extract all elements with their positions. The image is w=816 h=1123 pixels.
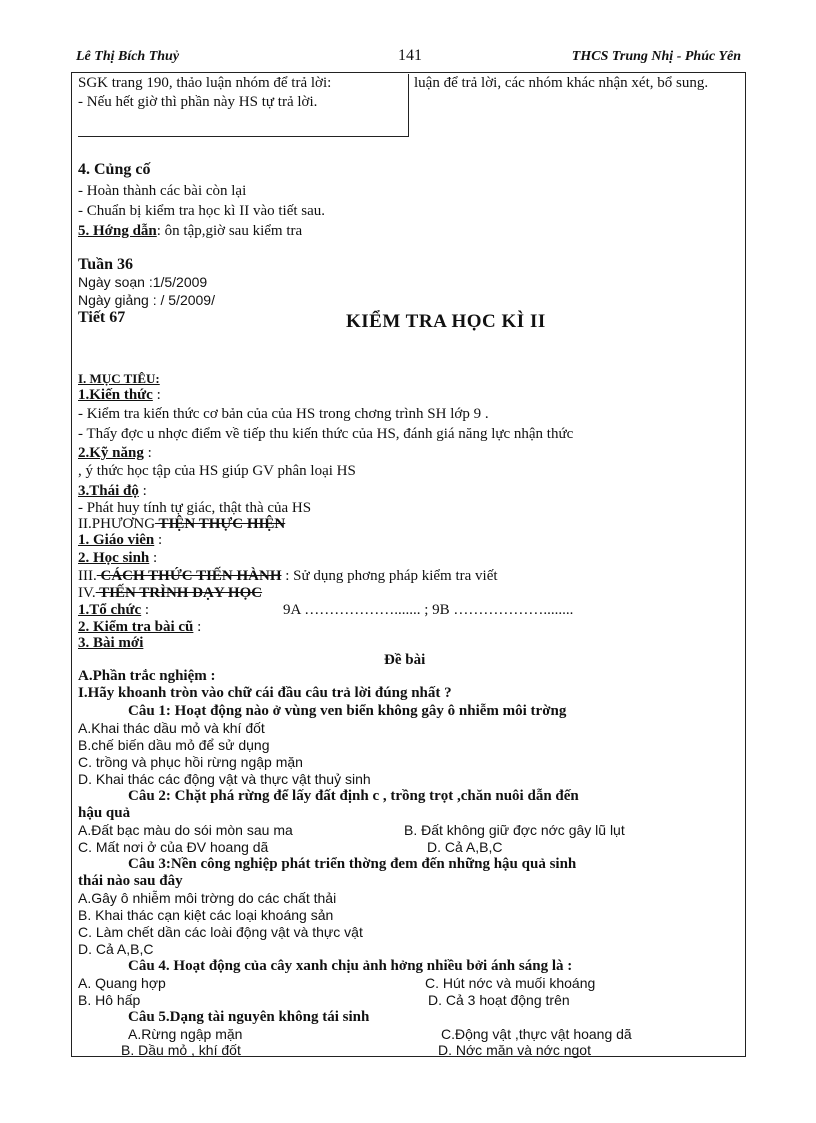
page-title: KIỂM TRA HỌC KÌ II (346, 311, 546, 332)
question-2-cont: hậu quả (78, 805, 131, 821)
knowledge-line: 1.Kiến thức : (78, 387, 161, 403)
question-4: Câu 4. Hoạt động của cây xanh chịu ảnh hởng nhiều bởi ánh sáng là : (128, 958, 573, 974)
student-line: 2. Học sinh : (78, 550, 158, 566)
method-text: : Sử dụng phơng pháp kiểm tra viết (281, 568, 498, 584)
activity-table (78, 74, 744, 138)
q5-option: C.Động vật ,thực vật hoang dã (441, 1026, 632, 1042)
knowledge-item: - Thấy đợc u nhợc điểm về tiếp thu kiến thức của HS, đánh giá năng lực nhận thức (78, 426, 574, 442)
teacher-label: 1. Giáo viên (78, 532, 155, 548)
guide-text: : ôn tập,giờ sau kiểm tra (156, 223, 303, 239)
q1-option: C. trồng và phục hồi rừng ngập mặn (78, 754, 303, 770)
means-title: TIỆN THỰC HIỆN (155, 516, 286, 532)
q2-option: C. Mất nơi ở của ĐV hoang dã (78, 839, 269, 855)
method-prefix: III. (78, 568, 97, 584)
q2-option: B. Đất không giữ đợc nớc gây lũ lụt (404, 822, 625, 838)
method-line (78, 567, 498, 585)
question-1: Câu 1: Hoạt động nào ở vùng ven biển không gây ô nhiễm môi trờng (128, 703, 567, 719)
q4-option: B. Hô hấp (78, 992, 141, 1008)
guide-line (78, 222, 302, 240)
q4-option: C. Hút nớc và muối khoáng (425, 975, 596, 991)
q1-option: A.Khai thác dầu mỏ và khí đốt (78, 720, 265, 736)
q3-option: C. Làm chết dần các loài động vật và thực vật (78, 924, 363, 940)
table-cell-right (414, 74, 734, 136)
organization-line: 1.Tổ chức : (78, 602, 150, 618)
knowledge-item: - Kiểm tra kiến thức cơ bản của của HS trong chơng trình SH lớp 9 . (78, 406, 489, 422)
table-cell-left (78, 74, 409, 137)
guide-label: 5. Hớng dẫn (78, 223, 157, 239)
consolidation-item: - Chuẩn bị kiểm tra học kì II vào tiết sau. (78, 203, 326, 219)
question-3-cont: thái nào sau đây (78, 873, 183, 889)
attitude-text: - Phát huy tính tự giác, thật thà của HS (78, 500, 312, 516)
period-label: Tiết 67 (78, 309, 126, 326)
question-3: Câu 3:Nền công nghiệp phát triển thờng đem đến những hậu quả sinh (128, 856, 577, 872)
page-header (76, 45, 741, 71)
q1-option: D. Khai thác các động vật và thực vật thuỷ sinh (78, 771, 371, 787)
student-label: 2. Học sinh (78, 550, 150, 566)
q3-option: B. Khai thác cạn kiệt các loại khoáng sản (78, 907, 334, 923)
exam-heading: Đề bài (384, 652, 426, 668)
attitude-label: 3.Thái độ (78, 483, 139, 499)
prep-date: Ngày soạn :1/5/2009 (78, 274, 208, 290)
consolidation-heading: 4. Củng cố (78, 161, 151, 178)
process-title: TIẾN TRÌNH DẠY HỌC (95, 585, 263, 601)
means-prefix: II.PHƯƠNG (78, 516, 156, 532)
q2-option: A.Đất bạc màu do sói mòn sau ma (78, 822, 293, 838)
process-prefix: IV. (78, 585, 96, 601)
objectives-heading: I. MỤC TIÊU: (78, 371, 160, 386)
instruction-text: I.Hãy khoanh tròn vào chữ cái đầu câu trả lời đúng nhất ? (78, 685, 452, 701)
q2-option: D. Cả A,B,C (427, 839, 503, 855)
question-2: Câu 2: Chặt phá rừng để lấy đất định c , trồng trọt ,chăn nuôi dẫn đến (128, 788, 579, 804)
school-name: THCS Trung Nhị - Phúc Yên (571, 49, 741, 64)
q3-option: A.Gây ô nhiễm môi trờng do các chất thải (78, 890, 337, 906)
class-attendance: 9A ………………....... ; 9B ………………........ (283, 602, 574, 618)
teach-date: Ngày giảng : / 5/2009/ (78, 292, 215, 308)
week-label: Tuần 36 (78, 256, 133, 273)
knowledge-label: 1.Kiến thức (78, 387, 153, 403)
skills-label: 2.Kỹ năng (78, 445, 144, 461)
consolidation-item: - Hoàn thành các bài còn lại (78, 183, 247, 199)
q5-option: A.Rừng ngập mặn (128, 1026, 243, 1042)
page-number: 141 (398, 47, 422, 64)
skills-line: 2.Kỹ năng : (78, 445, 152, 461)
skills-text: , ý thức học tập của HS giúp GV phân loại HS (78, 463, 356, 479)
q4-option: D. Cả 3 hoạt động trên (428, 992, 570, 1008)
process-heading (78, 584, 262, 602)
author-name: Lê Thị Bích Thuỷ (76, 49, 180, 64)
q5-option: D. Nớc mặn và nớc ngọt (438, 1042, 591, 1058)
organization-label: 1.Tổ chức (78, 602, 142, 618)
table-left-line-2: - Nếu hết giờ thì phần này HS tự trả lời. (78, 94, 318, 110)
old-lesson-line: 2. Kiểm tra bài cũ : (78, 619, 202, 635)
q4-option: A. Quang hợp (78, 975, 166, 991)
table-left-line-1: SGK trang 190, thảo luận nhóm để trả lời: (78, 75, 332, 91)
q5-option: B. Dầu mỏ , khí đốt (121, 1042, 241, 1058)
table-right-line-1: luận để trả lời, các nhóm khác nhận xét, bổ sung. (414, 75, 709, 91)
old-lesson-label: 2. Kiểm tra bài cũ (78, 619, 194, 635)
teacher-line: 1. Giáo viên : (78, 532, 163, 548)
new-lesson-label: 3. Bài mới (78, 635, 144, 651)
q3-option: D. Cả A,B,C (78, 941, 154, 957)
question-5: Câu 5.Dạng tài nguyên không tái sinh (128, 1009, 370, 1025)
part-a-heading: A.Phần trắc nghiệm : (78, 668, 216, 684)
method-label: CÁCH THỨC TIẾN HÀNH (96, 568, 282, 584)
attitude-line: 3.Thái độ : (78, 483, 147, 499)
q1-option: B.chế biến dầu mỏ để sử dụng (78, 737, 270, 753)
